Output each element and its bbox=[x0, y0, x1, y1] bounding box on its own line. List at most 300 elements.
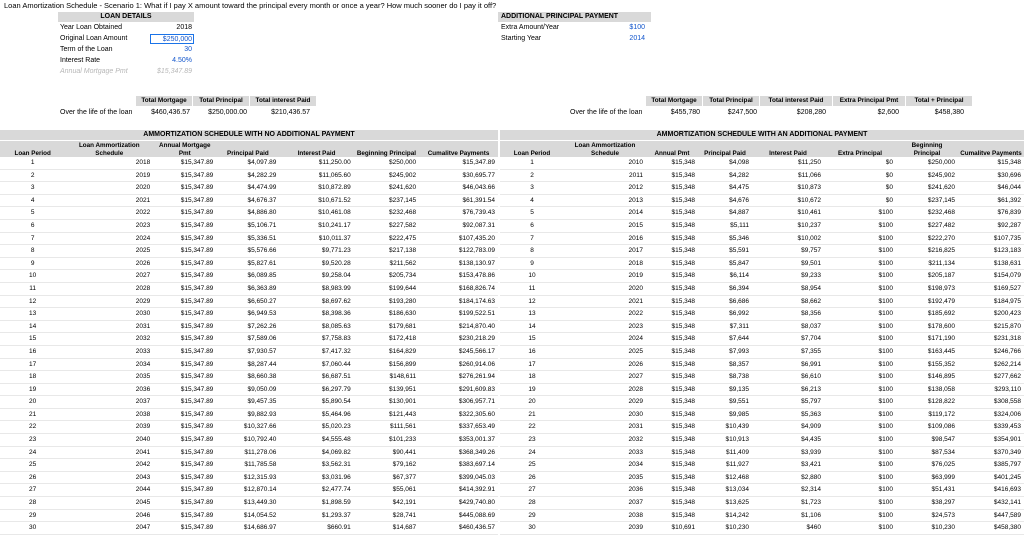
table-cell[interactable]: $5,020.23 bbox=[279, 421, 353, 434]
table-cell[interactable]: $15,348 bbox=[646, 345, 698, 358]
table-cell[interactable]: 2 bbox=[500, 169, 564, 182]
table-cell[interactable]: $241,620 bbox=[896, 182, 958, 195]
table-cell[interactable]: $15,347.89 bbox=[153, 396, 216, 409]
table-cell[interactable]: 2028 bbox=[65, 282, 153, 295]
table-cell[interactable]: $11,065.60 bbox=[279, 169, 353, 182]
table-cell[interactable]: $15,347.89 bbox=[153, 270, 216, 283]
table-cell[interactable]: $15,348 bbox=[646, 245, 698, 258]
table-cell[interactable]: 7 bbox=[500, 232, 564, 245]
table-cell[interactable]: $15,348 bbox=[646, 232, 698, 245]
table-cell[interactable]: 2035 bbox=[65, 371, 153, 384]
table-cell[interactable]: 2034 bbox=[564, 459, 646, 472]
table-cell[interactable]: $130,901 bbox=[354, 396, 419, 409]
table-cell[interactable]: $9,882.93 bbox=[216, 408, 279, 421]
table-cell[interactable]: $232,468 bbox=[896, 207, 958, 220]
table-cell[interactable]: $3,421 bbox=[752, 459, 824, 472]
table-cell[interactable]: 10 bbox=[0, 270, 65, 283]
table-cell[interactable]: $445,088.69 bbox=[419, 509, 498, 522]
table-cell[interactable]: $227,482 bbox=[896, 219, 958, 232]
table-cell[interactable]: $200,423 bbox=[958, 308, 1024, 321]
table-cell[interactable]: $15,347.89 bbox=[153, 383, 216, 396]
table-cell[interactable]: $6,650.27 bbox=[216, 295, 279, 308]
loan-amount-value[interactable]: $250,000 bbox=[150, 34, 194, 44]
table-cell[interactable]: 15 bbox=[0, 333, 65, 346]
table-cell[interactable]: $7,758.83 bbox=[279, 333, 353, 346]
table-cell[interactable]: $98,547 bbox=[896, 434, 958, 447]
table-cell[interactable]: $0 bbox=[824, 169, 896, 182]
table-cell[interactable]: $12,315.93 bbox=[216, 471, 279, 484]
table-cell[interactable]: 2024 bbox=[65, 232, 153, 245]
table-cell[interactable]: $306,957.71 bbox=[419, 396, 498, 409]
table-cell[interactable]: $7,060.44 bbox=[279, 358, 353, 371]
table-cell[interactable]: $15,348 bbox=[646, 257, 698, 270]
table-cell[interactable]: $184,174.63 bbox=[419, 295, 498, 308]
table-cell[interactable]: $168,826.74 bbox=[419, 282, 498, 295]
table-cell[interactable]: $6,297.79 bbox=[279, 383, 353, 396]
table-cell[interactable]: 2014 bbox=[564, 207, 646, 220]
table-cell[interactable]: $172,418 bbox=[354, 333, 419, 346]
table-cell[interactable]: $0 bbox=[824, 194, 896, 207]
table-cell[interactable]: $2,477.74 bbox=[279, 484, 353, 497]
table-cell[interactable]: $100 bbox=[824, 295, 896, 308]
table-cell[interactable]: 2020 bbox=[65, 182, 153, 195]
table-cell[interactable]: $237,145 bbox=[354, 194, 419, 207]
table-cell[interactable]: $660.91 bbox=[279, 522, 353, 535]
table-cell[interactable]: $8,085.63 bbox=[279, 320, 353, 333]
table-cell[interactable]: 2030 bbox=[564, 408, 646, 421]
table-cell[interactable]: 11 bbox=[500, 282, 564, 295]
table-cell[interactable]: $15,348 bbox=[646, 194, 698, 207]
table-cell[interactable]: $15,347.89 bbox=[153, 219, 216, 232]
table-cell[interactable]: $100 bbox=[824, 282, 896, 295]
table-cell[interactable]: $138,631 bbox=[958, 257, 1024, 270]
table-cell[interactable]: 16 bbox=[0, 345, 65, 358]
table-cell[interactable]: $15,348 bbox=[646, 270, 698, 283]
table-cell[interactable]: $15,347.89 bbox=[153, 471, 216, 484]
table-cell[interactable]: 8 bbox=[0, 245, 65, 258]
table-cell[interactable]: $15,347.89 bbox=[153, 207, 216, 220]
table-cell[interactable]: 7 bbox=[0, 232, 65, 245]
table-cell[interactable]: $184,975 bbox=[958, 295, 1024, 308]
table-cell[interactable]: 29 bbox=[500, 509, 564, 522]
table-cell[interactable]: $7,311 bbox=[698, 320, 752, 333]
table-cell[interactable]: $15,347.89 bbox=[153, 232, 216, 245]
table-cell[interactable]: $15,347.89 bbox=[153, 245, 216, 258]
table-cell[interactable]: $15,348 bbox=[646, 169, 698, 182]
table-cell[interactable]: 18 bbox=[0, 371, 65, 384]
table-cell[interactable]: $15,348 bbox=[646, 396, 698, 409]
table-cell[interactable]: $231,318 bbox=[958, 333, 1024, 346]
table-cell[interactable]: $38,297 bbox=[896, 497, 958, 510]
table-cell[interactable]: $87,534 bbox=[896, 446, 958, 459]
table-cell[interactable]: $10,873 bbox=[752, 182, 824, 195]
table-cell[interactable]: 3 bbox=[0, 182, 65, 195]
table-cell[interactable]: $4,555.48 bbox=[279, 434, 353, 447]
table-cell[interactable]: $1,898.59 bbox=[279, 497, 353, 510]
table-cell[interactable]: $15,348 bbox=[646, 471, 698, 484]
table-cell[interactable]: $5,336.51 bbox=[216, 232, 279, 245]
table-cell[interactable]: $5,797 bbox=[752, 396, 824, 409]
table-cell[interactable]: $222,475 bbox=[354, 232, 419, 245]
table-cell[interactable]: $10,237 bbox=[752, 219, 824, 232]
table-cell[interactable]: $100 bbox=[824, 471, 896, 484]
table-cell[interactable]: $8,660.38 bbox=[216, 371, 279, 384]
table-cell[interactable]: $146,895 bbox=[896, 371, 958, 384]
table-cell[interactable]: $246,766 bbox=[958, 345, 1024, 358]
table-cell[interactable]: 2030 bbox=[65, 308, 153, 321]
table-cell[interactable]: $55,061 bbox=[354, 484, 419, 497]
table-cell[interactable]: $15,347.89 bbox=[153, 509, 216, 522]
table-cell[interactable]: 3 bbox=[500, 182, 564, 195]
table-cell[interactable]: $3,031.96 bbox=[279, 471, 353, 484]
table-cell[interactable]: $4,474.99 bbox=[216, 182, 279, 195]
table-cell[interactable]: 5 bbox=[500, 207, 564, 220]
table-cell[interactable]: $15,347.89 bbox=[153, 459, 216, 472]
table-cell[interactable]: $5,591 bbox=[698, 245, 752, 258]
table-cell[interactable]: $4,676 bbox=[698, 194, 752, 207]
table-cell[interactable]: 2039 bbox=[65, 421, 153, 434]
table-cell[interactable]: $6,686 bbox=[698, 295, 752, 308]
table-cell[interactable]: 11 bbox=[0, 282, 65, 295]
table-cell[interactable]: $15,348 bbox=[646, 358, 698, 371]
table-cell[interactable]: $15,347.89 bbox=[153, 371, 216, 384]
table-cell[interactable]: $100 bbox=[824, 383, 896, 396]
table-cell[interactable]: $5,847 bbox=[698, 257, 752, 270]
table-cell[interactable]: $15,347.89 bbox=[153, 446, 216, 459]
table-cell[interactable]: $100 bbox=[824, 320, 896, 333]
table-cell[interactable]: 2032 bbox=[65, 333, 153, 346]
table-cell[interactable]: 19 bbox=[500, 383, 564, 396]
table-cell[interactable]: 28 bbox=[0, 497, 65, 510]
table-cell[interactable]: $6,089.85 bbox=[216, 270, 279, 283]
table-cell[interactable]: $9,457.35 bbox=[216, 396, 279, 409]
table-cell[interactable]: 2027 bbox=[564, 371, 646, 384]
table-cell[interactable]: 2027 bbox=[65, 270, 153, 283]
table-cell[interactable]: $15,347.89 bbox=[153, 295, 216, 308]
table-cell[interactable]: $9,501 bbox=[752, 257, 824, 270]
table-cell[interactable]: 2013 bbox=[564, 194, 646, 207]
table-cell[interactable]: $6,213 bbox=[752, 383, 824, 396]
table-cell[interactable]: $4,887 bbox=[698, 207, 752, 220]
table-cell[interactable]: $9,757 bbox=[752, 245, 824, 258]
table-cell[interactable]: $8,983.99 bbox=[279, 282, 353, 295]
table-cell[interactable]: 5 bbox=[0, 207, 65, 220]
table-cell[interactable]: $245,566.17 bbox=[419, 345, 498, 358]
table-cell[interactable]: 19 bbox=[0, 383, 65, 396]
table-cell[interactable]: $153,478.86 bbox=[419, 270, 498, 283]
table-cell[interactable]: 22 bbox=[0, 421, 65, 434]
table-cell[interactable]: $5,106.71 bbox=[216, 219, 279, 232]
table-cell[interactable]: $291,609.83 bbox=[419, 383, 498, 396]
table-cell[interactable]: 2033 bbox=[564, 446, 646, 459]
table-cell[interactable]: $138,058 bbox=[896, 383, 958, 396]
table-cell[interactable]: $4,676.37 bbox=[216, 194, 279, 207]
table-cell[interactable]: $460 bbox=[752, 522, 824, 535]
table-cell[interactable]: $100 bbox=[824, 408, 896, 421]
loan-year-value[interactable]: 2018 bbox=[176, 24, 192, 31]
table-cell[interactable]: $260,914.06 bbox=[419, 358, 498, 371]
table-cell[interactable]: $15,348 bbox=[646, 497, 698, 510]
table-cell[interactable]: $5,111 bbox=[698, 219, 752, 232]
table-cell[interactable]: $90,441 bbox=[354, 446, 419, 459]
table-cell[interactable]: 26 bbox=[0, 471, 65, 484]
table-cell[interactable]: $245,902 bbox=[896, 169, 958, 182]
table-cell[interactable]: $14,687 bbox=[354, 522, 419, 535]
table-cell[interactable]: $4,909 bbox=[752, 421, 824, 434]
table-cell[interactable]: $12,870.14 bbox=[216, 484, 279, 497]
table-cell[interactable]: $42,191 bbox=[354, 497, 419, 510]
table-cell[interactable]: $216,825 bbox=[896, 245, 958, 258]
table-cell[interactable]: $100 bbox=[824, 232, 896, 245]
table-cell[interactable]: $211,134 bbox=[896, 257, 958, 270]
table-cell[interactable]: 15 bbox=[500, 333, 564, 346]
table-cell[interactable]: $15,348 bbox=[646, 207, 698, 220]
table-cell[interactable]: $416,693 bbox=[958, 484, 1024, 497]
table-cell[interactable]: $7,262.26 bbox=[216, 320, 279, 333]
table-cell[interactable]: $15,347.89 bbox=[153, 169, 216, 182]
table-cell[interactable]: $276,261.94 bbox=[419, 371, 498, 384]
table-cell[interactable]: 2025 bbox=[65, 245, 153, 258]
table-cell[interactable]: $205,187 bbox=[896, 270, 958, 283]
table-cell[interactable]: 2018 bbox=[65, 157, 153, 169]
table-cell[interactable]: $63,999 bbox=[896, 471, 958, 484]
table-cell[interactable]: $339,453 bbox=[958, 421, 1024, 434]
table-cell[interactable]: $460,436.57 bbox=[419, 522, 498, 535]
table-cell[interactable]: $100 bbox=[824, 484, 896, 497]
table-cell[interactable]: 2 bbox=[0, 169, 65, 182]
table-cell[interactable]: 2025 bbox=[564, 345, 646, 358]
table-cell[interactable]: 1 bbox=[0, 157, 65, 169]
table-cell[interactable]: $15,348 bbox=[646, 408, 698, 421]
table-cell[interactable]: 12 bbox=[0, 295, 65, 308]
table-cell[interactable]: $100 bbox=[824, 245, 896, 258]
table-cell[interactable]: $15,348 bbox=[646, 157, 698, 169]
table-cell[interactable]: 2040 bbox=[65, 434, 153, 447]
table-cell[interactable]: $354,901 bbox=[958, 434, 1024, 447]
table-cell[interactable]: $9,985 bbox=[698, 408, 752, 421]
table-cell[interactable]: $6,949.53 bbox=[216, 308, 279, 321]
extra-amount-value[interactable]: $100 bbox=[629, 24, 645, 31]
table-cell[interactable]: $13,625 bbox=[698, 497, 752, 510]
table-cell[interactable]: $92,087.31 bbox=[419, 219, 498, 232]
table-cell[interactable]: $100 bbox=[824, 421, 896, 434]
table-cell[interactable]: $15,347.89 bbox=[153, 157, 216, 169]
table-cell[interactable]: $15,347.89 bbox=[419, 157, 498, 169]
table-cell[interactable]: $2,880 bbox=[752, 471, 824, 484]
table-cell[interactable]: 2021 bbox=[65, 194, 153, 207]
table-cell[interactable]: $9,258.04 bbox=[279, 270, 353, 283]
table-cell[interactable]: $10,671.52 bbox=[279, 194, 353, 207]
table-cell[interactable]: $4,886.80 bbox=[216, 207, 279, 220]
table-cell[interactable]: $6,394 bbox=[698, 282, 752, 295]
table-cell[interactable]: $92,287 bbox=[958, 219, 1024, 232]
table-cell[interactable]: 4 bbox=[0, 194, 65, 207]
table-cell[interactable]: 30 bbox=[500, 522, 564, 535]
table-cell[interactable]: 2023 bbox=[65, 219, 153, 232]
table-cell[interactable]: $5,346 bbox=[698, 232, 752, 245]
table-cell[interactable]: $211,562 bbox=[354, 257, 419, 270]
table-cell[interactable]: $324,006 bbox=[958, 408, 1024, 421]
table-cell[interactable]: $385,797 bbox=[958, 459, 1024, 472]
table-cell[interactable]: 24 bbox=[500, 446, 564, 459]
table-cell[interactable]: 2036 bbox=[564, 484, 646, 497]
table-cell[interactable]: $6,610 bbox=[752, 371, 824, 384]
table-cell[interactable]: $15,347.89 bbox=[153, 358, 216, 371]
table-cell[interactable]: $250,000 bbox=[354, 157, 419, 169]
table-cell[interactable]: $3,562.31 bbox=[279, 459, 353, 472]
table-cell[interactable]: $111,561 bbox=[354, 421, 419, 434]
table-cell[interactable]: $1,293.37 bbox=[279, 509, 353, 522]
table-cell[interactable]: 20 bbox=[0, 396, 65, 409]
table-cell[interactable]: $6,991 bbox=[752, 358, 824, 371]
table-cell[interactable]: 2011 bbox=[564, 169, 646, 182]
table-cell[interactable]: $245,902 bbox=[354, 169, 419, 182]
table-cell[interactable]: 27 bbox=[500, 484, 564, 497]
table-cell[interactable]: $15,348 bbox=[646, 446, 698, 459]
table-cell[interactable]: $24,573 bbox=[896, 509, 958, 522]
table-cell[interactable]: $8,037 bbox=[752, 320, 824, 333]
table-cell[interactable]: 2046 bbox=[65, 509, 153, 522]
table-cell[interactable]: $353,001.37 bbox=[419, 434, 498, 447]
table-cell[interactable]: $156,899 bbox=[354, 358, 419, 371]
table-cell[interactable]: 6 bbox=[500, 219, 564, 232]
table-cell[interactable]: $107,735 bbox=[958, 232, 1024, 245]
table-cell[interactable]: $9,520.28 bbox=[279, 257, 353, 270]
table-cell[interactable]: $10,461 bbox=[752, 207, 824, 220]
table-cell[interactable]: $179,681 bbox=[354, 320, 419, 333]
table-cell[interactable]: 9 bbox=[500, 257, 564, 270]
table-cell[interactable]: $100 bbox=[824, 219, 896, 232]
table-cell[interactable]: $100 bbox=[824, 459, 896, 472]
table-cell[interactable]: $11,927 bbox=[698, 459, 752, 472]
table-cell[interactable]: 17 bbox=[0, 358, 65, 371]
table-cell[interactable]: $7,993 bbox=[698, 345, 752, 358]
table-cell[interactable]: $5,576.66 bbox=[216, 245, 279, 258]
table-cell[interactable]: 2026 bbox=[564, 358, 646, 371]
table-cell[interactable]: $100 bbox=[824, 371, 896, 384]
table-cell[interactable]: 2042 bbox=[65, 459, 153, 472]
table-cell[interactable]: 25 bbox=[0, 459, 65, 472]
table-cell[interactable]: 16 bbox=[500, 345, 564, 358]
table-cell[interactable]: $109,086 bbox=[896, 421, 958, 434]
table-cell[interactable]: $4,475 bbox=[698, 182, 752, 195]
table-cell[interactable]: $100 bbox=[824, 257, 896, 270]
table-cell[interactable]: $217,138 bbox=[354, 245, 419, 258]
table-cell[interactable]: $2,314 bbox=[752, 484, 824, 497]
table-cell[interactable]: $15,348 bbox=[646, 333, 698, 346]
table-cell[interactable]: $10,872.89 bbox=[279, 182, 353, 195]
table-cell[interactable]: $237,145 bbox=[896, 194, 958, 207]
table-cell[interactable]: $6,992 bbox=[698, 308, 752, 321]
table-cell[interactable]: $61,392 bbox=[958, 194, 1024, 207]
table-cell[interactable]: $193,280 bbox=[354, 295, 419, 308]
table-cell[interactable]: $9,135 bbox=[698, 383, 752, 396]
table-cell[interactable]: 2016 bbox=[564, 232, 646, 245]
table-cell[interactable]: $205,734 bbox=[354, 270, 419, 283]
table-cell[interactable]: $10,461.08 bbox=[279, 207, 353, 220]
table-cell[interactable]: $7,589.06 bbox=[216, 333, 279, 346]
table-cell[interactable]: $7,930.57 bbox=[216, 345, 279, 358]
table-cell[interactable]: $4,098 bbox=[698, 157, 752, 169]
table-cell[interactable]: $215,870 bbox=[958, 320, 1024, 333]
table-cell[interactable]: 2015 bbox=[564, 219, 646, 232]
table-cell[interactable]: $15,347.89 bbox=[153, 421, 216, 434]
table-cell[interactable]: $10,913 bbox=[698, 434, 752, 447]
table-cell[interactable]: $178,600 bbox=[896, 320, 958, 333]
table-cell[interactable]: $8,738 bbox=[698, 371, 752, 384]
table-cell[interactable]: $139,951 bbox=[354, 383, 419, 396]
table-cell[interactable]: $28,741 bbox=[354, 509, 419, 522]
table-cell[interactable]: $100 bbox=[824, 358, 896, 371]
table-cell[interactable]: 9 bbox=[0, 257, 65, 270]
table-cell[interactable]: 2010 bbox=[564, 157, 646, 169]
table-cell[interactable]: $401,245 bbox=[958, 471, 1024, 484]
table-cell[interactable]: 2038 bbox=[564, 509, 646, 522]
table-cell[interactable]: $262,214 bbox=[958, 358, 1024, 371]
table-cell[interactable]: $15,348 bbox=[646, 509, 698, 522]
table-cell[interactable]: $14,242 bbox=[698, 509, 752, 522]
table-cell[interactable]: $4,069.82 bbox=[279, 446, 353, 459]
table-cell[interactable]: 2035 bbox=[564, 471, 646, 484]
table-cell[interactable]: 25 bbox=[500, 459, 564, 472]
starting-year-value[interactable]: 2014 bbox=[629, 35, 645, 42]
table-cell[interactable]: $11,250.00 bbox=[279, 157, 353, 169]
table-cell[interactable]: $164,829 bbox=[354, 345, 419, 358]
table-cell[interactable]: 2018 bbox=[564, 257, 646, 270]
table-cell[interactable]: $15,347.89 bbox=[153, 434, 216, 447]
table-cell[interactable]: $5,890.54 bbox=[279, 396, 353, 409]
table-cell[interactable]: 2036 bbox=[65, 383, 153, 396]
table-cell[interactable]: 2047 bbox=[65, 522, 153, 535]
table-cell[interactable]: $185,692 bbox=[896, 308, 958, 321]
table-cell[interactable]: $458,380 bbox=[958, 522, 1024, 535]
table-cell[interactable]: $10,327.66 bbox=[216, 421, 279, 434]
table-cell[interactable]: $11,066 bbox=[752, 169, 824, 182]
table-cell[interactable]: 2031 bbox=[564, 421, 646, 434]
table-cell[interactable]: $15,347.89 bbox=[153, 345, 216, 358]
table-cell[interactable]: $0 bbox=[824, 157, 896, 169]
table-cell[interactable]: $277,662 bbox=[958, 371, 1024, 384]
table-cell[interactable]: $100 bbox=[824, 333, 896, 346]
table-cell[interactable]: $11,250 bbox=[752, 157, 824, 169]
table-cell[interactable]: $15,348 bbox=[646, 484, 698, 497]
table-cell[interactable]: $107,435.20 bbox=[419, 232, 498, 245]
table-cell[interactable]: $10,002 bbox=[752, 232, 824, 245]
table-cell[interactable]: $429,740.80 bbox=[419, 497, 498, 510]
table-cell[interactable]: $15,348 bbox=[646, 459, 698, 472]
table-cell[interactable]: 2045 bbox=[65, 497, 153, 510]
table-cell[interactable]: $0 bbox=[824, 182, 896, 195]
table-cell[interactable]: 2039 bbox=[564, 522, 646, 535]
table-cell[interactable]: $293,110 bbox=[958, 383, 1024, 396]
table-cell[interactable]: $7,417.32 bbox=[279, 345, 353, 358]
table-cell[interactable]: $76,739.43 bbox=[419, 207, 498, 220]
table-cell[interactable]: $4,097.89 bbox=[216, 157, 279, 169]
table-cell[interactable]: 22 bbox=[500, 421, 564, 434]
table-cell[interactable]: 2034 bbox=[65, 358, 153, 371]
table-cell[interactable]: 2023 bbox=[564, 320, 646, 333]
table-cell[interactable]: $11,409 bbox=[698, 446, 752, 459]
table-cell[interactable]: 10 bbox=[500, 270, 564, 283]
table-cell[interactable]: 2037 bbox=[65, 396, 153, 409]
table-cell[interactable]: $8,356 bbox=[752, 308, 824, 321]
table-cell[interactable]: $5,464.96 bbox=[279, 408, 353, 421]
table-cell[interactable]: 28 bbox=[500, 497, 564, 510]
table-cell[interactable]: $8,398.36 bbox=[279, 308, 353, 321]
table-cell[interactable]: 1 bbox=[500, 157, 564, 169]
table-cell[interactable]: $100 bbox=[824, 345, 896, 358]
table-cell[interactable]: $432,141 bbox=[958, 497, 1024, 510]
